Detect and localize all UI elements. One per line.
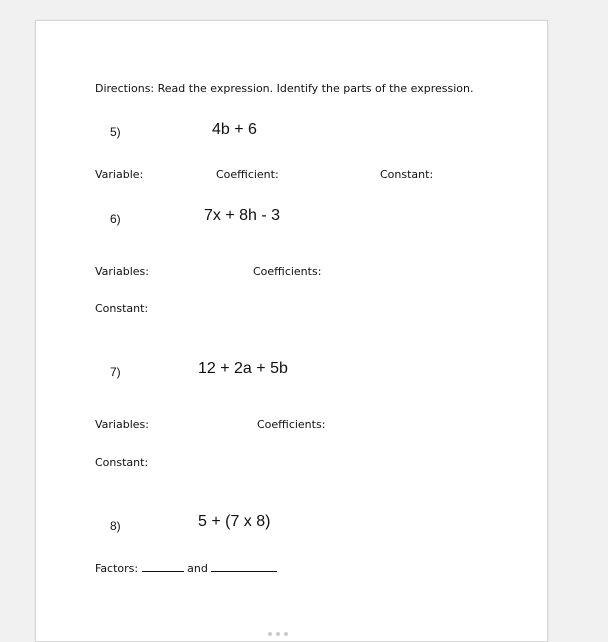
problem-5-variable-label: Variable: — [95, 168, 144, 181]
problem-8-expression: 5 + (7 x 8) — [198, 513, 271, 530]
page-dot — [268, 632, 272, 636]
problem-7-expression: 12 + 2a + 5b — [198, 360, 288, 377]
problem-5-constant-label: Constant: — [380, 168, 434, 181]
problem-5-expression: 4b + 6 — [212, 121, 257, 138]
problem-7-coefficients-label: Coefficients: — [257, 418, 326, 431]
problem-5-coefficient-label: Coefficient: — [216, 168, 279, 181]
and-text: and — [187, 562, 208, 575]
problem-6-number: 6) — [110, 212, 121, 226]
problem-7-constant-label: Constant: — [95, 456, 149, 469]
problem-6-constant-label: Constant: — [95, 302, 149, 315]
directions-text: Directions: Read the expression. Identify the parts of the expression. — [95, 82, 474, 95]
page-indicator — [268, 632, 288, 636]
problem-8-factors-row — [95, 561, 277, 575]
problem-7-variables-label: Variables: — [95, 418, 149, 431]
factor-blank-1 — [142, 561, 184, 572]
problem-8-number: 8) — [110, 519, 121, 533]
problem-7-number: 7) — [110, 365, 121, 379]
page-dot — [284, 632, 288, 636]
page-dot — [276, 632, 280, 636]
problem-5-number: 5) — [110, 125, 121, 139]
problem-6-variables-label: Variables: — [95, 265, 149, 278]
problem-6-coefficients-label: Coefficients: — [253, 265, 322, 278]
factor-blank-2 — [211, 561, 277, 572]
worksheet-page — [35, 20, 548, 642]
factors-label: Factors: — [95, 562, 139, 575]
problem-6-expression: 7x + 8h - 3 — [204, 207, 281, 224]
